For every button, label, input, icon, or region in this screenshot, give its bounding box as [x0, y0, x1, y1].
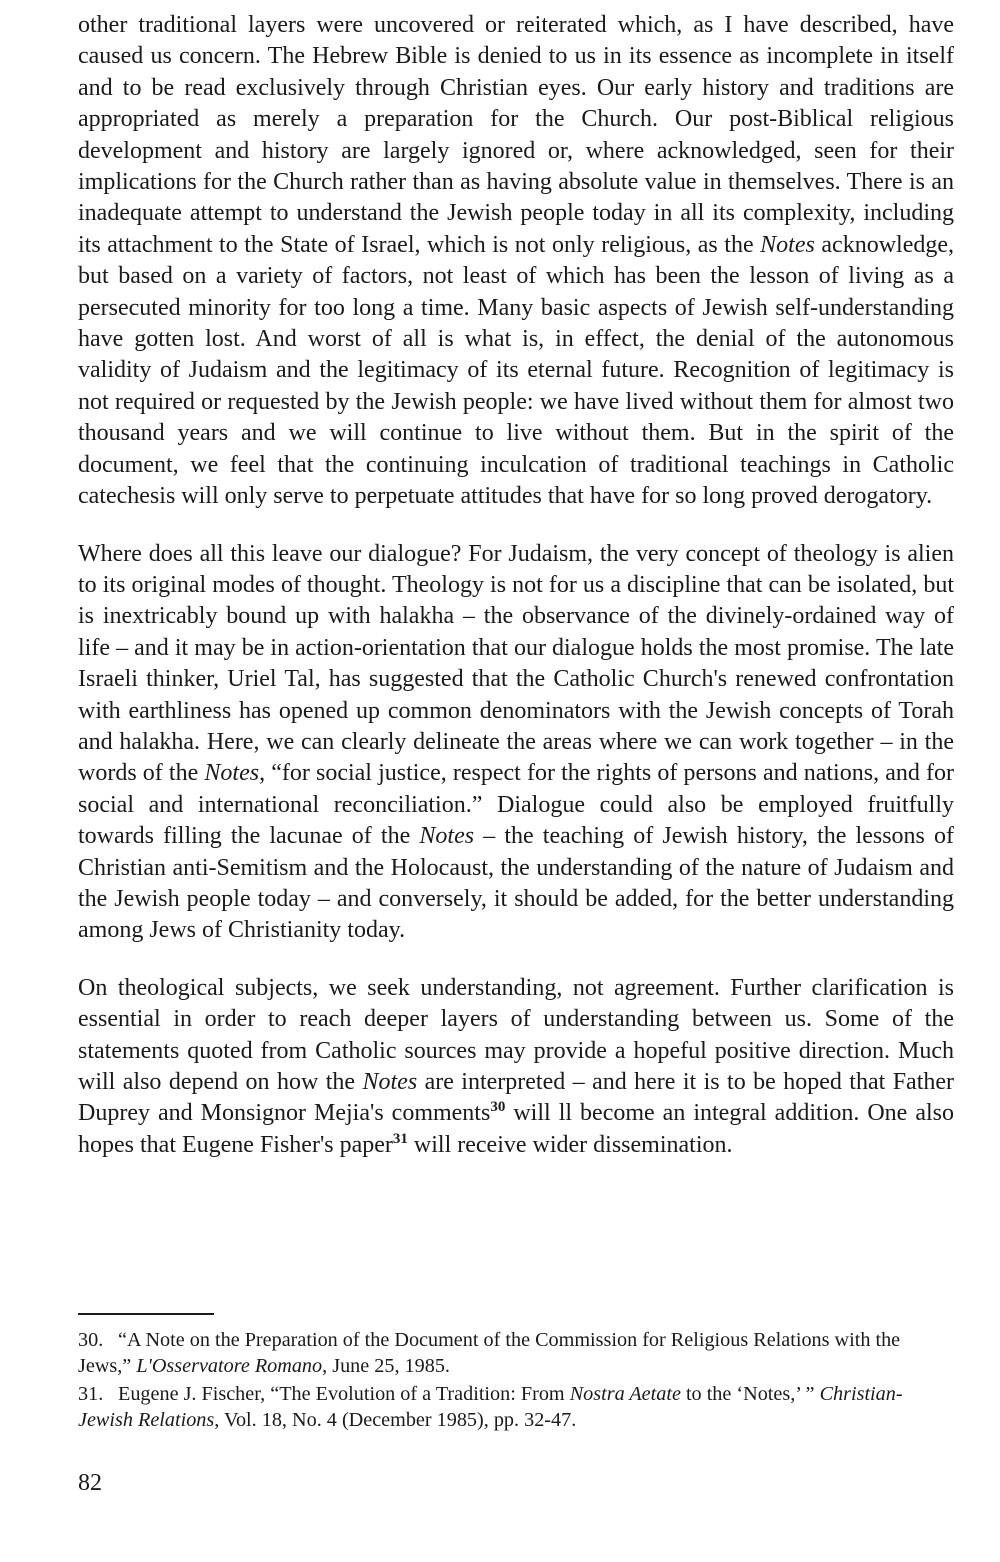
footnote-separator [78, 1313, 214, 1315]
footnote-number: 31. [78, 1383, 104, 1405]
page-body [78, 10, 954, 1161]
footnote-text: “A Note on the Preparation of the Document of the Commission for Religious Relations with the Jews,” L'Osservatore Romano, June 25, 1985. [78, 1329, 901, 1377]
body-paragraph-1: other traditional layers were uncovered or reiterated which, as I have described, have caused us concern. The Hebrew Bible is denied to us in its essence as incomplete in itself and to be read exclusively through Christian eyes. Our early history and traditions are appropriated as merely a preparation for the Church. Our post-Biblical religious development and history are largely ignored or, where acknowledged, seen for their implications for the Church rather than as having absolute value in themselves. There is an inadequate attempt to understand the Jewish people today in all its complexity, including its attachment to the State of Israel, which is not only religious, as the Notes acknowledge, but based on a variety of factors, not least of which has been the lesson of living as a persecuted minority for too long a time. Many basic aspects of Jewish self-understanding have gotten lost. And worst of all is what is, in effect, the denial of the autonomous validity of Judaism and the legitimacy of its eternal future. Recognition of legitimacy is not required or requested by the Jewish people: we have lived without them for almost two thousand years and we will continue to live without them. But in the spirit of the document, we feel that the continuing inculcation of traditional teachings in Catholic catechesis will only serve to perpetuate attitudes that have for so long proved derogatory. [78, 12, 954, 510]
footnotes [78, 1327, 954, 1433]
body-paragraph-3: On theological subjects, we seek understanding, not agreement. Further clarification is essential in order to reach deeper layers of understanding between us. Some of the statements quoted from Catholic sources may provide a hopeful positive direction. Much will also depend on how the Notes are interpreted – and here it is to be hoped that Father Duprey and Monsignor Mejia's comments$^{30}$ will ll become an integral addition. One also hopes that Eugene Fisher's paper$^{31}$ will receive wider dissemination. [78, 974, 955, 1158]
footnote-31 [78, 1381, 954, 1433]
body-paragraph-2: Where does all this leave our dialogue? For Judaism, the very concept of theology is alien to its original modes of thought. Theology is not for us a discipline that can be isolated, but is inextricably bound up with halakha – the observance of the divinely-ordained way of life – and it may be in action-orientation that our dialogue holds the most promise. The late Israeli thinker, Uriel Tal, has suggested that the Catholic Church's renewed confrontation with earthliness has opened up common denominators with the Jewish concepts of Torah and halakha. Here, we can clearly delineate the areas where we can work together – in the words of the Notes, “for social justice, respect for the rights of persons and nations, and for social and international reconciliation.” Dialogue could also be employed fruitfully towards filling the lacunae of the Notes – the teaching of Jewish history, the lessons of Christian anti-Semitism and the Holocaust, the understanding of the nature of Judaism and the Jewish people today – and conversely, it should be added, for the better understanding among Jews of Christianity today. [78, 540, 954, 944]
footnote-30 [78, 1327, 954, 1379]
footnote-text: Eugene J. Fischer, “The Evolution of a Tradition: From Nostra Aetate to the ‘Notes,’ ” Christian-Jewish Relations, Vol. 18, No. 4 (December 1985), pp. 32-47. [78, 1383, 903, 1431]
page-number: 82 [78, 1470, 102, 1496]
footnote-number: 30. [78, 1329, 104, 1351]
